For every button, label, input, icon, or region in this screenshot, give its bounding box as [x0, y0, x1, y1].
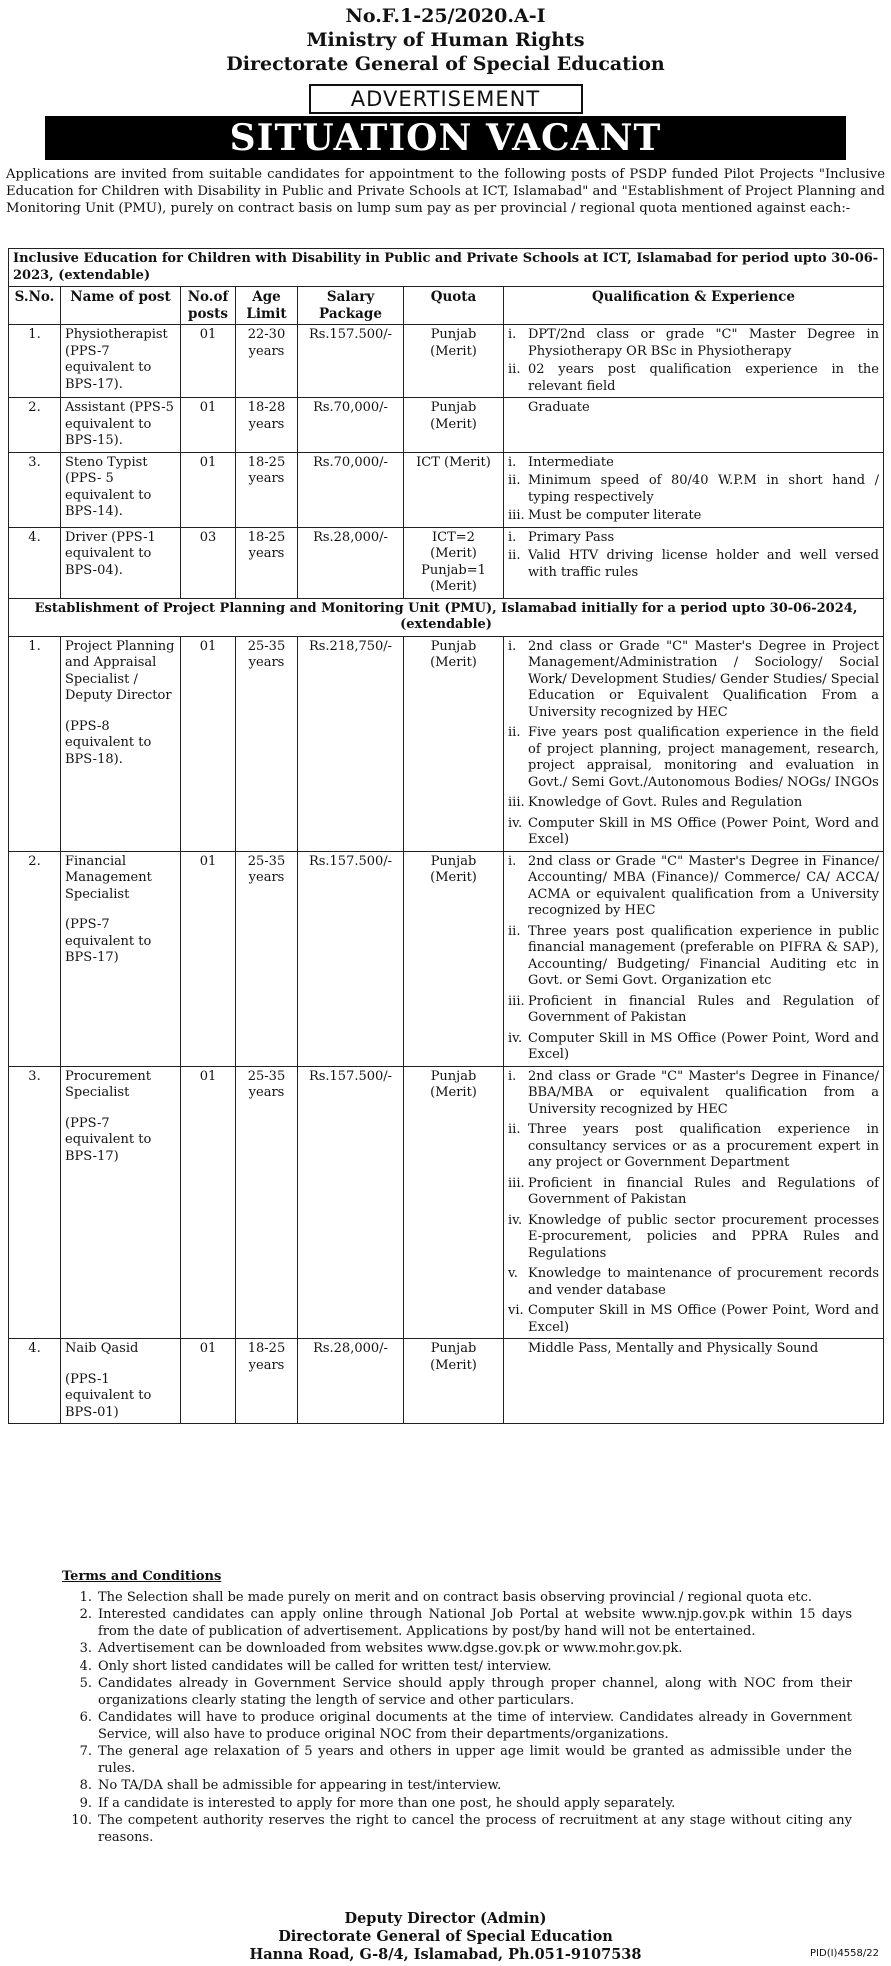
qualification-item	[508, 548, 879, 581]
qualification-item	[508, 725, 879, 791]
post-name	[61, 851, 181, 1066]
qualification-experience	[504, 325, 884, 398]
post-grade: (PPS-7 equivalent to BPS-17)	[65, 1115, 152, 1164]
qualification-number: iii.	[508, 993, 525, 1009]
qualification-number: v.	[508, 1266, 518, 1281]
ministry-name: Ministry of Human Rights	[306, 29, 585, 51]
post-title: Procurement Specialist	[65, 1068, 151, 1100]
situation-vacant-banner: SITUATION VACANT	[45, 116, 846, 160]
term-number: 3.	[79, 1641, 92, 1656]
column-header-row	[9, 287, 884, 325]
term-number: 8.	[79, 1778, 92, 1793]
qualification-text: Five years post qualification experience in the field of project planning, project management, research, project appraisal, monitoring and evaluation in Govt./ Semi Govt./Autonomous Bodies/ NOGs/ INGOs	[528, 725, 879, 790]
qualification-number: ii.	[508, 1122, 521, 1137]
post-grade: (PPS-7 equivalent to BPS-17)	[65, 917, 152, 965]
serial-number: 3.	[9, 1066, 61, 1339]
serial-number: 4.	[9, 527, 61, 598]
quota: Punjab (Merit)	[404, 1339, 504, 1424]
post-name	[61, 636, 181, 851]
qualification-number: i.	[508, 454, 517, 470]
qualification-text: Proficient in financial Rules and Regulation of Government of Pakistan	[528, 993, 879, 1025]
qualification-text: Computer Skill in MS Office (Power Point, Word and Excel)	[528, 1303, 879, 1335]
qualification-item	[508, 1266, 879, 1299]
age-limit: 18-28 years	[236, 398, 298, 453]
signature-block	[0, 1910, 891, 1964]
term-text: Only short listed candidates will be called for written test/ interview.	[98, 1658, 552, 1674]
qualification-number: i.	[508, 1068, 517, 1084]
term-item	[62, 1796, 852, 1813]
term-text: The Selection shall be made purely on merit and on contract basis observing provincial / regional quota etc.	[98, 1589, 813, 1605]
age-limit: 25-35 years	[236, 636, 298, 851]
qualification-experience	[504, 452, 884, 527]
quota: Punjab (Merit)	[404, 851, 504, 1066]
number-of-posts: 03	[181, 527, 236, 598]
post-title: Naib Qasid	[65, 1341, 139, 1356]
qualification-item	[508, 816, 879, 849]
quota: ICT=2 (Merit) Punjab=1 (Merit)	[404, 527, 504, 598]
column-header: Quota	[404, 287, 504, 325]
quota: Punjab (Merit)	[404, 1066, 504, 1339]
quota: Punjab (Merit)	[404, 636, 504, 851]
qualification-text: Three years post qualification experience in public financial management (preferable on PIFRA & SAP), Accounting/ Budgeting/ Financial Auditing etc in Govt. or Semi Govt. Organization etc	[528, 923, 879, 988]
qualification-item	[508, 455, 879, 472]
section-row	[9, 598, 884, 636]
section-1-title: Inclusive Education for Children with Disability in Public and Private Schools at ICT, Islamabad for period upto 30-06-2023, (extendable)	[9, 249, 884, 287]
signatory-designation: Deputy Director (Admin)	[344, 1910, 547, 1927]
number-of-posts: 01	[181, 325, 236, 398]
table-row	[9, 398, 884, 453]
qualification-item	[508, 508, 879, 525]
directorate-name: Directorate General of Special Education	[226, 53, 665, 75]
term-number: 5.	[79, 1676, 92, 1691]
qualification-text: Valid HTV driving license holder and well versed with traffic rules	[528, 548, 879, 580]
term-item	[62, 1607, 852, 1640]
term-text: The competent authority reserves the right to cancel the process of recruitment at any stage without citing any reasons.	[98, 1813, 852, 1845]
column-header: S.No.	[9, 287, 61, 325]
column-header: Qualification & Experience	[504, 287, 884, 325]
salary-package: Rs.218,750/-	[298, 636, 404, 851]
post-title: Physiotherapist (PPS-7 equivalent to BPS-17).	[65, 327, 168, 392]
qualification-text: DPT/2nd class or grade "C" Master Degree in Physiotherapy OR BSc in Physiotherapy	[528, 327, 879, 359]
qualification-text: Middle Pass, Mentally and Physically Sound	[528, 1341, 819, 1356]
serial-number: 2.	[9, 851, 61, 1066]
serial-number: 2.	[9, 398, 61, 453]
qualification-text: 2nd class or Grade "C" Master's Degree in Project Management/Administration / Sociology/ Social Work/ Development Studies/ Gender Studies/ Special Education or Equivalent Qualification From a University recognized by HEC	[528, 638, 879, 720]
terms-and-conditions	[62, 1569, 852, 1847]
qualification-text: Intermediate	[528, 454, 614, 470]
posts-table	[8, 248, 884, 1424]
term-text: Advertisement can be downloaded from websites www.dgse.gov.pk or www.mohr.gov.pk.	[98, 1641, 683, 1656]
qualification-item	[508, 994, 879, 1027]
qualification-number: iv.	[508, 1212, 523, 1228]
quota: Punjab (Merit)	[404, 325, 504, 398]
qualification-text: Knowledge of public sector procurement processes E-procurement, policies and PPRA Rules and Regulations	[528, 1212, 879, 1261]
qualification-text: Knowledge of Govt. Rules and Regulation	[528, 795, 803, 810]
post-name	[61, 1066, 181, 1339]
term-item	[62, 1778, 852, 1795]
table-row	[9, 325, 884, 398]
qualification-number: iii.	[508, 795, 525, 810]
term-text: The general age relaxation of 5 years and others in upper age limit would be granted as admissible under the rules.	[98, 1744, 852, 1776]
post-name	[61, 1339, 181, 1424]
age-limit: 25-35 years	[236, 1066, 298, 1339]
term-item	[62, 1710, 852, 1743]
qualification-number: iii.	[508, 508, 525, 523]
table-row	[9, 851, 884, 1066]
salary-package: Rs.157.500/-	[298, 851, 404, 1066]
qualification-number: ii.	[508, 362, 521, 377]
term-number: 7.	[79, 1744, 92, 1759]
qualification-item	[508, 362, 879, 395]
term-text: No TA/DA shall be admissible for appearing in test/interview.	[98, 1778, 502, 1793]
quota: Punjab (Merit)	[404, 398, 504, 453]
number-of-posts: 01	[181, 851, 236, 1066]
serial-number: 1.	[9, 325, 61, 398]
qualification-item	[508, 924, 879, 990]
post-name	[61, 398, 181, 453]
qualification-experience	[504, 1066, 884, 1339]
qualification-item	[508, 795, 879, 812]
term-number: 2.	[79, 1607, 92, 1622]
serial-number: 4.	[9, 1339, 61, 1424]
qualification-text: Computer Skill in MS Office (Power Point, Word and Excel)	[528, 815, 879, 847]
reference-number: No.F.1-25/2020.A-I	[345, 5, 546, 27]
salary-package: Rs.157.500/-	[298, 1066, 404, 1339]
qualification-number: iv.	[508, 815, 523, 831]
post-title: Project Planning and Appraisal Specialist / Deputy Director	[65, 638, 175, 703]
qualification-number	[508, 400, 528, 417]
qualification-number: i.	[508, 529, 517, 545]
table-row	[9, 452, 884, 527]
number-of-posts: 01	[181, 636, 236, 851]
qualification-text: 02 years post qualification experience in the relevant field	[528, 362, 879, 394]
serial-number: 1.	[9, 636, 61, 851]
qualification-number: i.	[508, 327, 517, 342]
qualification-item	[508, 639, 879, 722]
post-name	[61, 325, 181, 398]
qualification-item	[508, 400, 879, 417]
qualification-text: Primary Pass	[528, 529, 615, 545]
qualification-item	[508, 1303, 879, 1336]
signatory-address: Hanna Road, G-8/4, Islamabad, Ph.051-9107538	[249, 1946, 642, 1963]
term-text: Candidates already in Government Service should apply through proper channel, along with NOC from their organizations clearly stating the length of service and other particulars.	[98, 1676, 852, 1708]
qualification-number	[508, 1341, 528, 1358]
post-name	[61, 452, 181, 527]
qualification-text: Graduate	[528, 400, 590, 415]
age-limit: 18-25 years	[236, 527, 298, 598]
qualification-number: iv.	[508, 1030, 523, 1046]
age-limit: 18-25 years	[236, 452, 298, 527]
number-of-posts: 01	[181, 398, 236, 453]
qualification-experience	[504, 636, 884, 851]
table-row	[9, 1066, 884, 1339]
term-number: 6.	[79, 1710, 92, 1725]
post-grade: (PPS-8 equivalent to BPS-18).	[65, 718, 152, 767]
qualification-number: ii.	[508, 473, 521, 488]
age-limit: 25-35 years	[236, 851, 298, 1066]
qualification-item	[508, 327, 879, 360]
column-header: Age Limit	[236, 287, 298, 325]
salary-package: Rs.70,000/-	[298, 452, 404, 527]
salary-package: Rs.70,000/-	[298, 398, 404, 453]
qualification-experience	[504, 398, 884, 453]
qualification-text: Must be computer literate	[528, 508, 702, 523]
qualification-number: i.	[508, 638, 517, 654]
term-text: Interested candidates can apply online through National Job Portal at website www.njp.gov.pk within 15 days from the date of publication of advertisement. Applications by post/by hand will not be entertained.	[98, 1607, 852, 1639]
pid-number: PID(I)4558/22	[810, 1948, 879, 1959]
table-row	[9, 636, 884, 851]
table-row	[9, 1339, 884, 1424]
qualification-number: ii.	[508, 923, 521, 939]
term-item	[62, 1659, 852, 1676]
intro-paragraph: Applications are invited from suitable candidates for appointment to the following posts of PSDP funded Pilot Projects "Inclusive Education for Children with Disability in Public and Private Schools at ICT, Islamabad" and "Establishment of Project Planning and Monitoring Unit (PMU), purely on contract basis on lump sum pay as per provincial / regional quota mentioned against each:-	[6, 167, 885, 216]
quota: ICT (Merit)	[404, 452, 504, 527]
qualification-experience	[504, 851, 884, 1066]
number-of-posts: 01	[181, 452, 236, 527]
qualification-text: Minimum speed of 80/40 W.P.M in short hand / typing respectively	[528, 473, 879, 505]
term-number: 10.	[71, 1813, 92, 1828]
qualification-item	[508, 530, 879, 547]
advertisement-label: ADVERTISEMENT	[309, 84, 583, 114]
number-of-posts: 01	[181, 1339, 236, 1424]
term-text: Candidates will have to produce original documents at the time of interview. Candidates already in Government Service, will also have to produce original NOC from their departments/organizations.	[98, 1710, 852, 1742]
salary-package: Rs.157.500/-	[298, 325, 404, 398]
document	[0, 4, 891, 217]
post-title: Steno Typist (PPS- 5 equivalent to BPS-14).	[65, 454, 152, 519]
column-header: No.of posts	[181, 287, 236, 325]
qualification-item	[508, 473, 879, 506]
qualification-item	[508, 1176, 879, 1209]
qualification-experience	[504, 1339, 884, 1424]
serial-number: 3.	[9, 452, 61, 527]
qualification-text: Computer Skill in MS Office (Power Point, Word and Excel)	[528, 1030, 879, 1062]
post-title: Driver (PPS-1 equivalent to BPS-04).	[65, 529, 156, 578]
qualification-text: 2nd class or Grade "C" Master's Degree in Finance/ BBA/MBA or equivalent qualification from a University recognized by HEC	[528, 1068, 879, 1117]
post-title: Financial Management Specialist	[65, 853, 152, 902]
column-header: Name of post	[61, 287, 181, 325]
term-item	[62, 1641, 852, 1658]
qualification-item	[508, 1213, 879, 1263]
salary-package: Rs.28,000/-	[298, 1339, 404, 1424]
qualification-item	[508, 854, 879, 920]
age-limit: 22-30 years	[236, 325, 298, 398]
column-header: Salary Package	[298, 287, 404, 325]
age-limit: 18-25 years	[236, 1339, 298, 1424]
qualification-item	[508, 1341, 879, 1358]
post-title: Assistant (PPS-5 equivalent to BPS-15).	[65, 400, 174, 448]
term-number: 1.	[79, 1589, 92, 1605]
term-item	[62, 1744, 852, 1777]
qualification-text: Knowledge to maintenance of procurement records and vender database	[528, 1266, 879, 1298]
term-number: 4.	[79, 1658, 92, 1674]
qualification-item	[508, 1031, 879, 1064]
qualification-experience	[504, 527, 884, 598]
qualification-text: Three years post qualification experience in consultancy services or as a procurement expert in any project or Government Department	[528, 1122, 879, 1170]
table-row	[9, 527, 884, 598]
qualification-number: ii.	[508, 548, 521, 563]
signatory-office: Directorate General of Special Education	[278, 1928, 613, 1945]
qualification-item	[508, 1069, 879, 1119]
term-item	[62, 1590, 852, 1607]
qualification-text: 2nd class or Grade "C" Master's Degree in Finance/ Accounting/ MBA (Finance)/ Commerce/ CA/ ACCA/ ACMA or equivalent qualification from a University recognized by HEC	[528, 853, 879, 918]
section-2-title: Establishment of Project Planning and Monitoring Unit (PMU), Islamabad initially for a period upto 30-06-2024, (extendable)	[9, 598, 884, 636]
post-name	[61, 527, 181, 598]
salary-package: Rs.28,000/-	[298, 527, 404, 598]
qualification-number: iii.	[508, 1175, 525, 1191]
qualification-number: ii.	[508, 725, 521, 740]
qualification-number: i.	[508, 853, 517, 869]
term-number: 9.	[79, 1795, 92, 1811]
term-item	[62, 1813, 852, 1846]
terms-title: Terms and Conditions	[62, 1569, 222, 1584]
term-item	[62, 1676, 852, 1709]
qualification-number: vi.	[508, 1303, 524, 1318]
number-of-posts: 01	[181, 1066, 236, 1339]
qualification-item	[508, 1122, 879, 1172]
post-grade: (PPS-1 equivalent to BPS-01)	[65, 1371, 152, 1420]
term-text: If a candidate is interested to apply for more than one post, he should apply separately.	[98, 1795, 676, 1811]
qualification-text: Proficient in financial Rules and Regulations of Government of Pakistan	[528, 1175, 879, 1207]
